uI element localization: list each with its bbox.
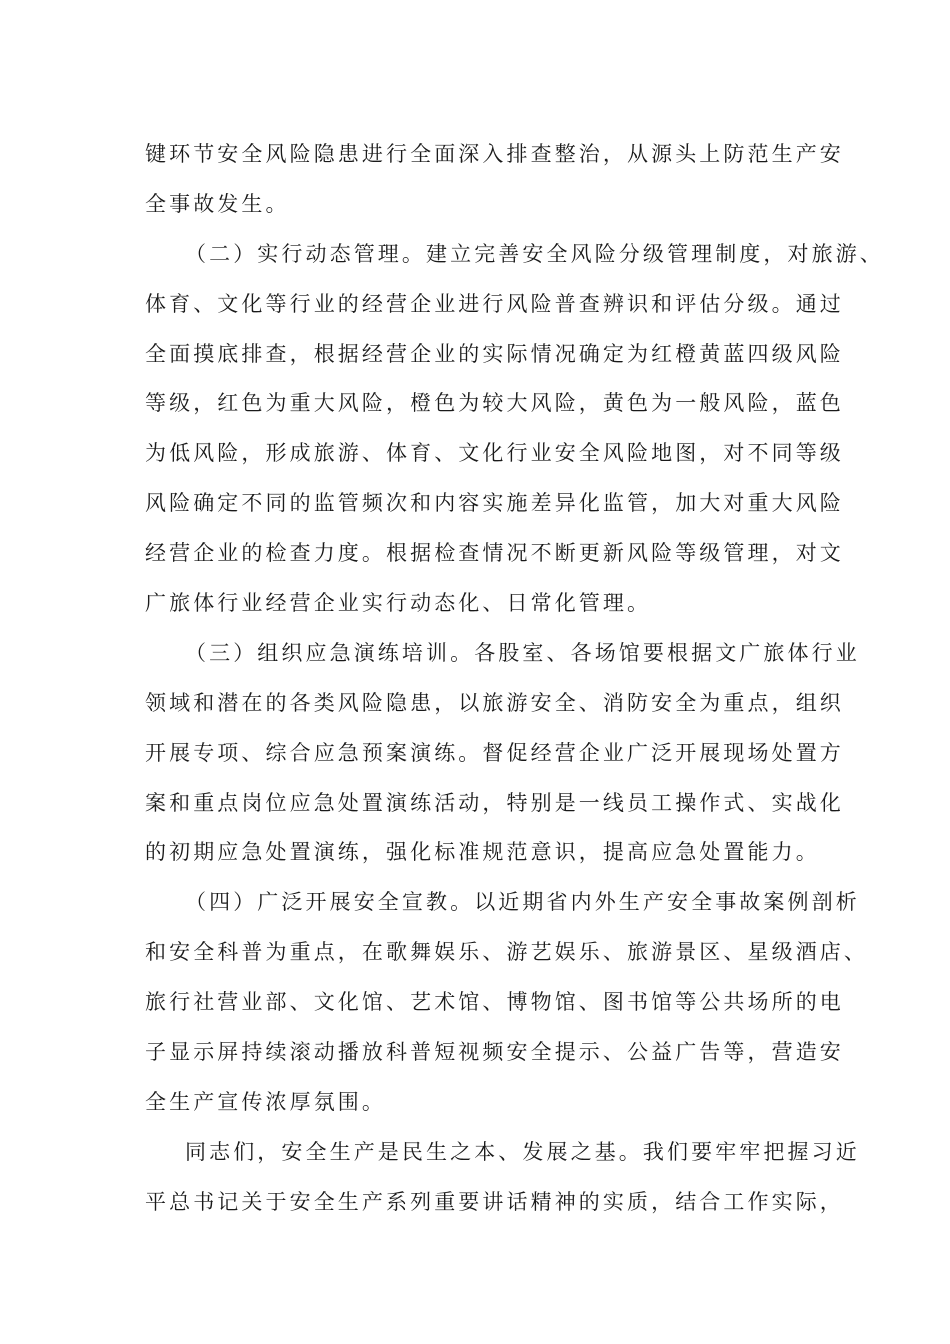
text-line: 等级，红色为重大风险，橙色为较大风险，黄色为一般风险，蓝色 — [145, 391, 844, 416]
text-line: （四）广泛开展安全宣教。以近期省内外生产安全事故案例剖析 — [185, 890, 860, 915]
text-line: （二）实行动态管理。建立完善安全风险分级管理制度，对旅游、 — [185, 241, 884, 266]
text-line: 经营企业的检查力度。根据检查情况不断更新风险等级管理，对文 — [145, 541, 844, 566]
text-line: 案和重点岗位应急处置演练活动，特别是一线员工操作式、实战化 — [145, 790, 844, 815]
text-line: 的初期应急处置演练，强化标准规范意识，提高应急处置能力。 — [145, 840, 820, 865]
text-line: （三）组织应急演练培训。各股室、各场馆要根据文广旅体行业 — [185, 640, 860, 665]
body-text — [145, 130, 884, 1228]
text-line: 全事故发生。 — [145, 191, 290, 216]
text-line: 旅行社营业部、文化馆、艺术馆、博物馆、图书馆等公共场所的电 — [145, 990, 844, 1015]
text-line: 同志们，安全生产是民生之本、发展之基。我们要牢牢把握习近 — [185, 1139, 860, 1164]
text-line: 风险确定不同的监管频次和内容实施差异化监管，加大对重大风险 — [145, 491, 844, 516]
text-line: 子显示屏持续滚动播放科普短视频安全提示、公益广告等，营造安 — [145, 1040, 844, 1065]
text-line: 全面摸底排查，根据经营企业的实际情况确定为红橙黄蓝四级风险 — [145, 341, 844, 366]
text-line: 体育、文化等行业的经营企业进行风险普查辨识和评估分级。通过 — [145, 291, 844, 316]
text-line: 和安全科普为重点，在歌舞娱乐、游艺娱乐、旅游景区、星级酒店、 — [145, 940, 868, 965]
text-line: 平总书记关于安全生产系列重要讲话精神的实质，结合工作实际， — [145, 1189, 844, 1214]
text-line: 为低风险，形成旅游、体育、文化行业安全风险地图，对不同等级 — [145, 441, 844, 466]
text-line: 开展专项、综合应急预案演练。督促经营企业广泛开展现场处置方 — [145, 740, 844, 765]
text-line: 领域和潜在的各类风险隐患，以旅游安全、消防安全为重点，组织 — [145, 690, 844, 715]
text-line: 键环节安全风险隐患进行全面深入排查整治，从源头上防范生产安 — [145, 142, 844, 166]
text-line: 全生产宣传浓厚氛围。 — [145, 1089, 386, 1114]
text-line: 广旅体行业经营企业实行动态化、日常化管理。 — [145, 591, 652, 616]
